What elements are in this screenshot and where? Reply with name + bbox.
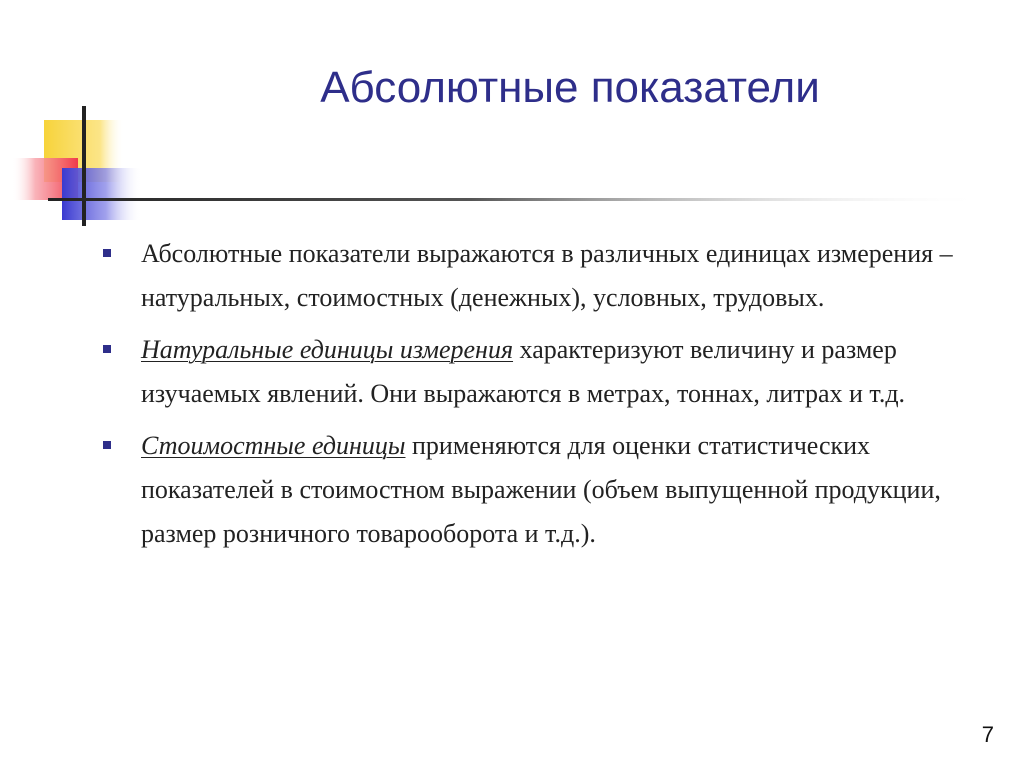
square-bullet-icon [103,441,111,449]
page-number: 7 [981,722,994,747]
horizontal-line [48,198,988,201]
page-title: Абсолютные показатели [320,63,820,112]
blue-square [62,168,142,220]
bullet-item-1 [100,232,990,320]
bullet-term: Натуральные единицы измерения [141,335,514,364]
bullet-text: Абсолютные показатели выражаются в различных единицах измерения – натуральных, стоимостных (денежных), условных, трудовых. [141,239,953,312]
vertical-line [82,106,86,226]
bullet-list [100,232,990,564]
bullet-term: Стоимостные единицы [141,431,406,460]
square-bullet-icon [103,249,111,257]
bullet-text: характеризуют величину и размер изучаемых явлений. Они выражаются в метрах, тоннах, литрах и т.д. [141,335,906,408]
bullet-text: применяются для оценки статистических показателей в стоимостном выражении (объем выпущенной продукции, размер розничного товарооборота и т.д.). [141,431,941,548]
red-square [12,158,78,200]
square-bullet-icon [103,345,111,353]
bullet-item-3 [100,424,990,556]
bullet-item-2 [100,328,990,416]
yellow-square [44,120,124,182]
decorative-squares-and-lines [0,0,1024,240]
